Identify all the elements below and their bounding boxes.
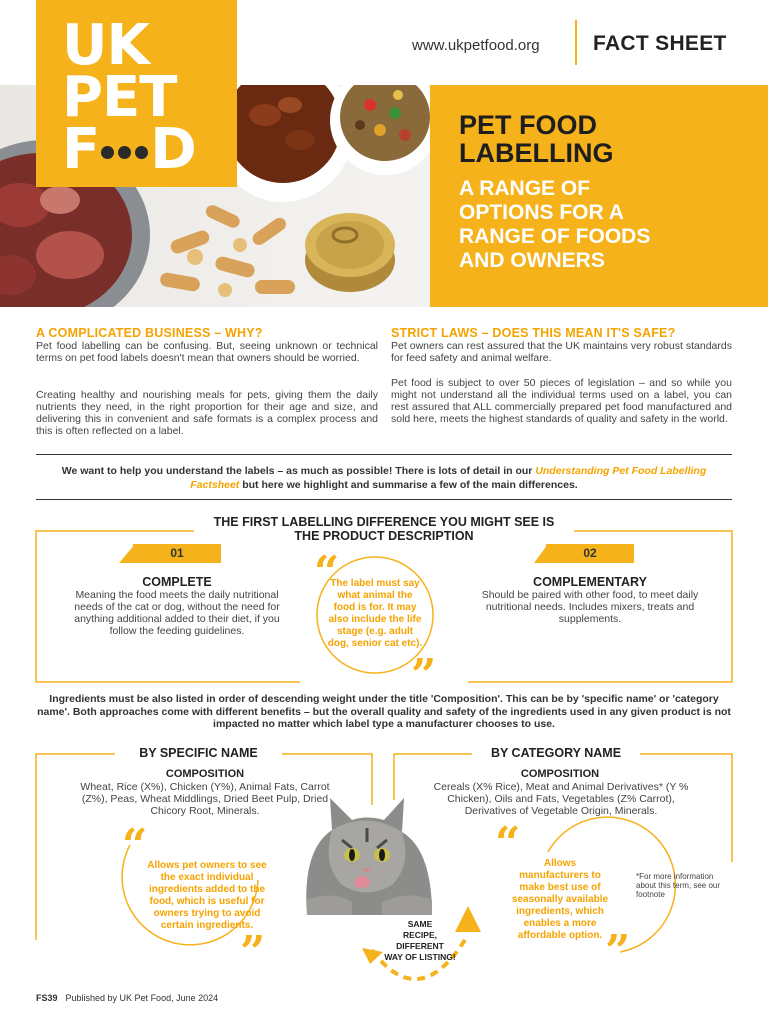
logo-line-pet: PET bbox=[62, 65, 177, 130]
cat-image bbox=[292, 790, 442, 915]
badge-02: 02 bbox=[546, 544, 634, 563]
specific-composition: Wheat, Rice (X%), Chicken (Y%), Animal Fats, Carrot (Z%), Peas, Wheat Middlings, Dried Beet Pulp, Dried Chicory Root, Minerals. bbox=[80, 781, 330, 817]
logo-line-food: F D bbox=[62, 117, 196, 182]
section-heading-complicated: A COMPLICATED BUSINESS – WHY? bbox=[36, 326, 263, 340]
publisher-note: Published by UK Pet Food, June 2024 bbox=[65, 993, 219, 1003]
category-name-quote: Allows manufacturers to make best use of seasonally available ingredients, which enables a more affordable option. bbox=[511, 858, 609, 941]
footnote: *For more information about this term, see our footnote bbox=[636, 872, 721, 899]
first-difference-title: THE FIRST LABELLING DIFFERENCE YOU MIGHT SEE IS THE PRODUCT DESCRIPTION bbox=[213, 515, 555, 543]
page-title: PET FOOD LABELLING bbox=[459, 110, 614, 168]
factsheet-code: FS39 bbox=[36, 993, 58, 1003]
category-composition-label: COMPOSITION bbox=[520, 768, 600, 780]
logo-line-uk: UK bbox=[62, 13, 149, 78]
specific-composition-label: COMPOSITION bbox=[165, 768, 245, 780]
page-subtitle: A RANGE OF OPTIONS FOR A RANGE OF FOODS AND OWNERS bbox=[459, 177, 651, 272]
specific-name-quote: Allows pet owners to see the exact individual ingredients added to the food, which is useful for owners trying to avoid certain ingredients. bbox=[147, 860, 267, 931]
complete-heading: COMPLETE bbox=[142, 575, 212, 589]
strict-laws-paragraph-2: Pet food is subject to over 50 pieces of legislation – and so while you might not understand all the individual terms used on a label, you can rest assured that ALL commercially prepared pet food manufactured and sold here, meets the highest standards of quality and safety in the world. bbox=[391, 377, 732, 425]
badge-arrow-icon bbox=[534, 544, 548, 563]
factsheet-link[interactable]: Understanding Pet Food Labelling Factsheet bbox=[190, 465, 707, 491]
footer bbox=[36, 993, 218, 1003]
badge-01: 01 bbox=[133, 544, 221, 563]
open-quote-icon: “ bbox=[314, 547, 340, 598]
badge-arrow-icon bbox=[119, 544, 135, 563]
close-quote-icon: ” bbox=[411, 650, 437, 701]
website-url[interactable]: www.ukpetfood.org bbox=[412, 37, 540, 54]
complementary-heading: COMPLEMENTARY bbox=[533, 575, 647, 589]
category-name-heading: BY CATEGORY NAME bbox=[490, 746, 622, 760]
complementary-description: Should be paired with other food, to meet daily nutritional needs. Includes mixers, treats and supplements. bbox=[481, 589, 699, 625]
complicated-paragraph-1: Pet food labelling can be confusing. But, seeing unknown or technical terms on pet food labels doesn't mean that owners should be worried. bbox=[36, 340, 378, 364]
fact-sheet-label: FACT SHEET bbox=[593, 32, 727, 55]
strict-laws-paragraph-1: Pet owners can rest assured that the UK maintains very robust standards for feed safety and animal welfare. bbox=[391, 340, 732, 364]
complete-description: Meaning the food meets the daily nutritional needs of the cat or dog, without the need for anything additional added to their diet, if you follow the feeding guidelines. bbox=[74, 589, 280, 637]
intro-callout: We want to help you understand the labels – as much as possible! There is lots of detail in our Understanding Pet Food Labelling Factsheet but here we highlight and summarise a few of the main differences. bbox=[61, 465, 707, 491]
close-quote-icon: ” bbox=[240, 927, 266, 978]
ingredients-intro: Ingredients must be also listed in order of descending weight under the title 'Composition'. This can be by 'specific name' or 'category name'. Both approaches come with different benefits – but the overall quality and safety of the ingredients used in any given product is not impacted no matter which label type a manufacturer chooses to use. bbox=[37, 693, 731, 730]
category-composition: Cereals (X% Rice), Meat and Animal Derivatives* (Y % Chicken), Oils and Fats, Vegetables (Z% Carrot), Derivatives of Vegetable Origin, Minerals. bbox=[433, 781, 689, 817]
specific-name-heading: BY SPECIFIC NAME bbox=[139, 746, 258, 760]
open-quote-icon: “ bbox=[495, 818, 521, 869]
close-quote-icon: ” bbox=[605, 926, 631, 977]
open-quote-icon: “ bbox=[122, 820, 148, 871]
same-recipe-label: SAME RECIPE, DIFFERENT WAY OF LISTING! bbox=[384, 919, 456, 962]
section-heading-strict-laws: STRICT LAWS – DOES THIS MEAN IT'S SAFE? bbox=[391, 326, 676, 340]
description-quote: The label must say what animal the food is for. It may also include the life stage (e.g. adult dog, senior cat etc). bbox=[327, 578, 423, 649]
complicated-paragraph-2: Creating healthy and nourishing meals for pets, giving them the daily nutrients they need, in the right proportion for their age and size, and delivering this in convenient and safe formats is a complex process and this is often reflected on a label. bbox=[36, 389, 378, 437]
